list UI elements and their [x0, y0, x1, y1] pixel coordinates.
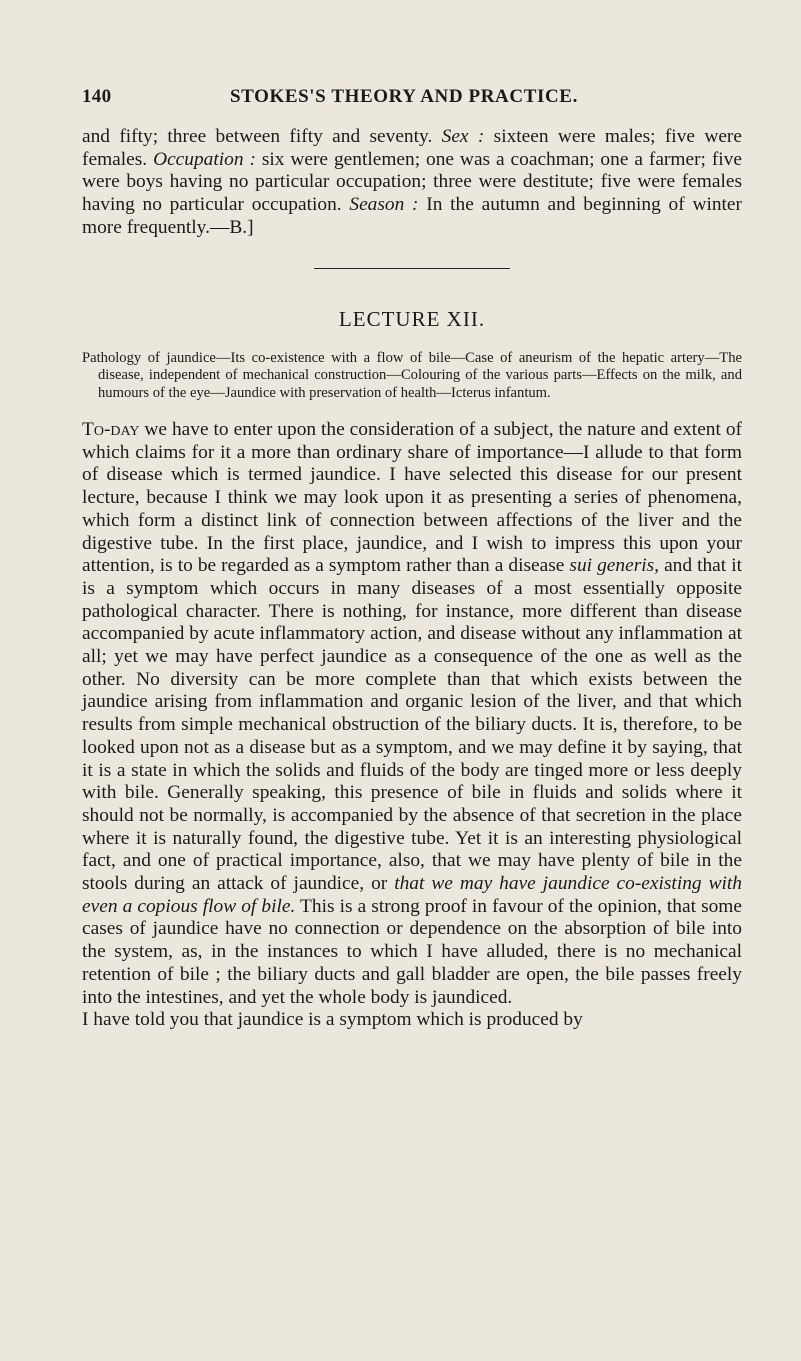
running-head — [82, 82, 742, 110]
intro-text-1: and fifty; three between fifty and seventy. — [82, 126, 442, 147]
sex-label: Sex : — [441, 126, 485, 147]
body-paragraph-2: I have told you that jaundice is a symptom which is produced by — [82, 1009, 583, 1031]
intro-paragraph — [82, 126, 742, 240]
italic-phrase-2: that we may have jaundice co-existing with even a copious flow of bile. — [82, 873, 742, 917]
body-paragraph-1 — [82, 419, 742, 1009]
page-number: 140 — [82, 86, 112, 107]
running-title: STOKES'S THEORY AND PRACTICE. — [230, 86, 578, 107]
occupation-label: Occupation : — [153, 148, 256, 170]
opening-word: To-day — [82, 419, 140, 441]
section-divider — [314, 268, 510, 269]
intro-text-2: sixteen were males; five were females. — [82, 126, 742, 170]
season-label: Season : — [349, 194, 419, 216]
italic-phrase-1: sui generis, — [569, 555, 660, 577]
lecture-synopsis: Pathology of jaundice—Its co-existence with a flow of bile—Case of aneurism of the hepatic artery—The disease, independent of mechanical construction—Colouring of the various parts—Effects on the milk, and humours of the eye—Jaundice with preservation of health—Icterus infantum. — [82, 349, 742, 401]
intro-text-3: six were gentlemen; one was a coachman; one a farmer; five were boys having no particular occupation; three were destitute; five were females having no particular occupation. — [82, 148, 742, 216]
body-text-3: This is a strong proof in favour of the opinion, that some cases of jaundice have no connection or dependence on the absorption of bile into the system, as, in the instances to which I have alluded, there is no mechanical retention of bile ; the biliary ducts and gall bladder are open, the bile passes freely into the intestines, and yet the whole body is jaundiced. — [82, 895, 743, 1008]
lecture-heading: LECTURE XII. — [338, 306, 486, 331]
book-page — [82, 82, 742, 1032]
intro-text-4: In the autumn and beginning of winter more frequently.—B.] — [82, 194, 742, 238]
body-text-2: and that it is a symptom which occurs in many diseases of a most essentially opposite pathological character. There is nothing, for instance, more different than disease accompanied by acute inflammatory action, and disease without any inflammation at all; yet we may have perfect jaundice as a consequence of the one as well as the other. No diversity can be more complete than that which exists between the jaundice arising from inflammation and organic lesion of the liver, and that which results from simple mechanical obstruction of the biliary ducts. It is, therefore, to be looked upon not as a disease but as a symptom, and we may define it by saying, that it is a state in which the solids and fluids of the body are tinged more or less deeply with bile. Generally speaking, this presence of bile in fluids and solids where it should not be normally, is accompanied by the absence of that secretion in the place where it is naturally found, the digestive tube. Yet it is an interesting physiological fact, and one of practical importance, also, that we may have plenty of bile in the stools during an attack of jaundice, or — [82, 555, 742, 895]
body-text-1: we have to enter upon the consideration of a subject, the nature and extent of which claims for it a more than ordinary share of importance—I allude to that form of disease which is termed jaundice. I have selected this disease for our present lecture, because I think we may look upon it as presenting a series of phenomena, which form a distinct link of connection between affections of the liver and the digestive tube. In the first place, jaundice, and I wish to impress this upon your attention, is to be regarded as a symptom rather than a disease — [82, 419, 742, 577]
